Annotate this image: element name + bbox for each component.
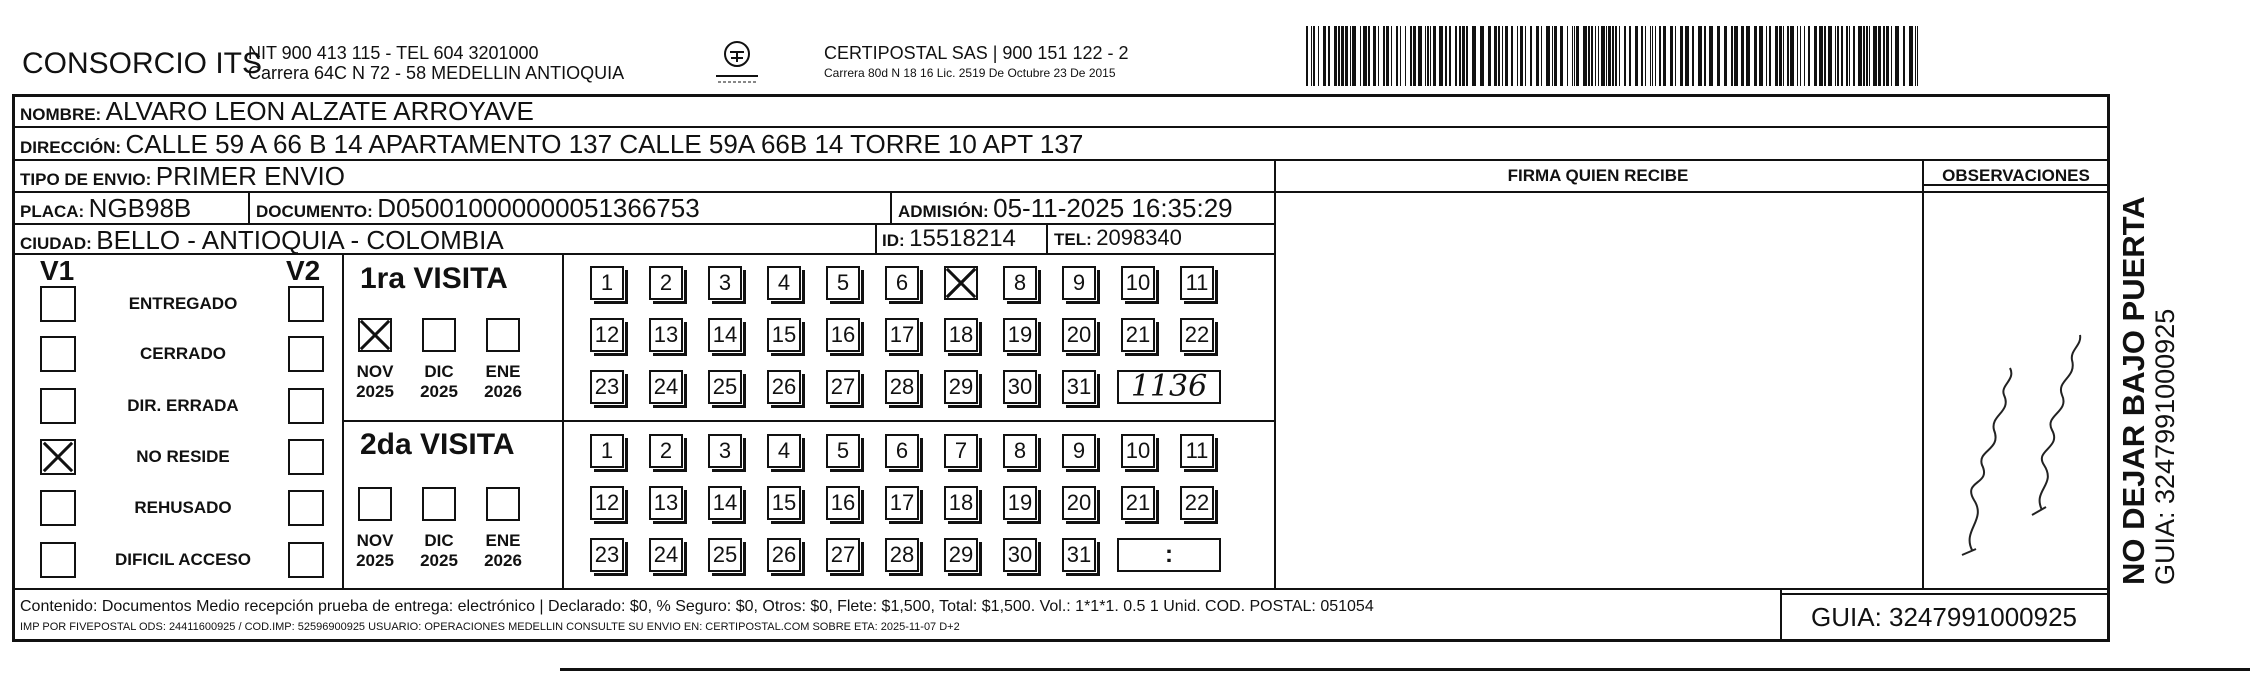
month-name: NOV <box>356 531 394 550</box>
day-checkbox[interactable]: 20 <box>1062 318 1096 352</box>
month-label <box>480 362 526 402</box>
month-name: ENE <box>485 531 521 550</box>
day-checkbox[interactable]: 30 <box>1003 538 1037 572</box>
day-checkbox[interactable]: 16 <box>826 486 860 520</box>
month-year: 2025 <box>356 551 394 570</box>
day-checkbox[interactable]: 9 <box>1062 434 1096 468</box>
footer-contenido: Contenido: Documentos Medio recepción prueba de entrega: electrónico | Declarado: $0, % Seguro: $0, Otros: $0, Flete: $1,500, Total: $1,500. Vol.: 1*1*1. 0.5 1 Unid. COD. POSTAL: 051054 <box>20 598 1374 615</box>
placa-label: PLACA: <box>20 202 85 221</box>
day-checkbox[interactable]: 19 <box>1003 486 1037 520</box>
month-label <box>416 362 462 402</box>
day-checkbox[interactable]: 20 <box>1062 486 1096 520</box>
month-checkbox[interactable] <box>422 318 456 352</box>
day-checkbox[interactable]: 17 <box>885 486 919 520</box>
time-field[interactable]: : <box>1117 538 1221 572</box>
v1-checkbox[interactable] <box>40 542 76 578</box>
day-checkbox[interactable]: 3 <box>708 434 742 468</box>
documento-label: DOCUMENTO: <box>256 202 373 221</box>
tipo-value: PRIMER ENVIO <box>155 161 345 191</box>
day-checkbox[interactable]: 28 <box>885 370 919 404</box>
month-name: ENE <box>485 362 521 381</box>
id-value: 15518214 <box>909 225 1016 252</box>
documento-row <box>256 193 700 224</box>
admision-label: ADMISIÓN: <box>898 202 989 221</box>
first-visit-title: 1ra VISITA <box>360 262 508 295</box>
ciudad-value: BELLO - ANTIOQUIA - COLOMBIA <box>96 225 504 255</box>
v1-checkbox[interactable] <box>40 286 76 322</box>
side-no-dejar: NO DEJAR BAJO PUERTA <box>2116 196 2151 585</box>
day-checkbox[interactable]: 14 <box>708 318 742 352</box>
day-checkbox[interactable]: 31 <box>1062 538 1096 572</box>
day-checkbox[interactable]: 1 <box>590 434 624 468</box>
month-year: 2026 <box>484 551 522 570</box>
month-name: DIC <box>424 531 454 550</box>
ciudad-row <box>20 225 504 256</box>
side-text <box>2118 196 2180 585</box>
documento-value: D050010000000051366753 <box>377 193 700 223</box>
day-checkbox[interactable]: 29 <box>944 538 978 572</box>
tear-line <box>560 668 2250 671</box>
v2-checkbox[interactable] <box>288 439 324 475</box>
admision-value: 05-11-2025 16:35:29 <box>993 193 1233 223</box>
v2-checkbox[interactable] <box>288 490 324 526</box>
month-year: 2025 <box>420 551 458 570</box>
day-checkbox[interactable]: 3 <box>708 266 742 300</box>
placa-row <box>20 193 191 224</box>
day-checkbox[interactable]: 2 <box>649 266 683 300</box>
status-label: NO RESIDE <box>136 447 230 466</box>
status-label: CERRADO <box>140 344 226 363</box>
day-checkbox[interactable]: 25 <box>708 370 742 404</box>
direccion-label: DIRECCIÓN: <box>20 138 122 157</box>
nombre-row <box>20 96 534 127</box>
day-checkbox[interactable]: 24 <box>649 538 683 572</box>
day-checkbox[interactable]: 8 <box>1003 434 1037 468</box>
day-checkbox[interactable]: 8 <box>1003 266 1037 300</box>
day-checkbox[interactable]: 15 <box>767 318 801 352</box>
day-checkbox[interactable]: 12 <box>590 486 624 520</box>
v1-checkbox[interactable] <box>40 336 76 372</box>
day-checkbox[interactable]: 19 <box>1003 318 1037 352</box>
second-visit-title: 2da VISITA <box>360 428 515 461</box>
divider <box>890 191 892 223</box>
month-label <box>352 531 398 571</box>
ciudad-label: CIUDAD: <box>20 234 92 253</box>
company-address: Carrera 64C N 72 - 58 MEDELLIN ANTIOQUIA <box>248 63 625 83</box>
day-checkbox[interactable]: 14 <box>708 486 742 520</box>
day-checkbox[interactable]: 6 <box>885 434 919 468</box>
month-checkbox[interactable] <box>422 487 456 521</box>
day-checkbox[interactable]: 28 <box>885 538 919 572</box>
v1-checkbox[interactable] <box>40 388 76 424</box>
day-checkbox[interactable]: 26 <box>767 370 801 404</box>
status-label: ENTREGADO <box>128 294 238 313</box>
month-checkbox[interactable] <box>358 318 392 352</box>
day-checkbox[interactable]: 26 <box>767 538 801 572</box>
day-checkbox[interactable]: 5 <box>826 434 860 468</box>
day-checkbox[interactable]: 24 <box>649 370 683 404</box>
v2-checkbox[interactable] <box>288 542 324 578</box>
barcode <box>1306 26 1926 86</box>
month-year: 2025 <box>420 382 458 401</box>
tel-row <box>1054 225 1182 251</box>
handwritten-time-field[interactable]: 1136 <box>1117 370 1221 404</box>
day-checkbox[interactable]: 13 <box>649 486 683 520</box>
carrier-name: CERTIPOSTAL SAS | 900 151 122 - 2 <box>824 43 1129 63</box>
divider <box>1780 588 1782 642</box>
day-checkbox[interactable]: 7 <box>944 434 978 468</box>
status-label: DIFICIL ACCESO <box>114 550 251 569</box>
month-name: NOV <box>356 362 394 381</box>
day-checkbox[interactable]: 18 <box>944 486 978 520</box>
day-checkbox[interactable]: 1 <box>590 266 624 300</box>
day-checkbox[interactable]: 4 <box>767 434 801 468</box>
day-checkbox[interactable]: 6 <box>885 266 919 300</box>
month-year: 2025 <box>356 382 394 401</box>
month-checkbox[interactable] <box>358 487 392 521</box>
day-checkbox[interactable]: 2 <box>649 434 683 468</box>
id-row <box>882 225 1016 253</box>
day-checkbox[interactable]: 17 <box>885 318 919 352</box>
divider <box>1780 593 2110 595</box>
day-checkbox[interactable]: 13 <box>649 318 683 352</box>
day-checkbox[interactable]: 23 <box>590 538 624 572</box>
tel-label: TEL: <box>1054 230 1092 249</box>
direccion-value: CALLE 59 A 66 B 14 APARTAMENTO 137 CALLE 59A 66B 14 TORRE 10 APT 137 <box>125 129 1084 159</box>
v2-checkbox[interactable] <box>288 388 324 424</box>
day-checkbox[interactable]: 18 <box>944 318 978 352</box>
day-checkbox[interactable]: 11 <box>1180 266 1214 300</box>
divider <box>1046 223 1048 253</box>
day-checkbox[interactable]: 22 <box>1180 318 1214 352</box>
side-guia: GUIA: 3247991000925 <box>2150 308 2180 585</box>
nombre-value: ALVARO LEON ALZATE ARROYAVE <box>105 96 534 126</box>
divider <box>875 223 877 253</box>
day-checkbox[interactable]: 27 <box>826 538 860 572</box>
divider <box>248 191 250 223</box>
day-checkbox[interactable]: 15 <box>767 486 801 520</box>
divider <box>1922 159 1924 588</box>
day-checkbox[interactable]: 12 <box>590 318 624 352</box>
divider <box>342 420 1274 422</box>
day-checkbox[interactable]: 5 <box>826 266 860 300</box>
day-checkbox[interactable]: 10 <box>1121 434 1155 468</box>
placa-value: NGB98B <box>88 193 192 223</box>
v2-checkbox[interactable] <box>288 286 324 322</box>
day-checkbox[interactable]: 16 <box>826 318 860 352</box>
month-label <box>416 531 462 571</box>
v1-label: V1 <box>40 255 75 286</box>
month-year: 2026 <box>484 382 522 401</box>
day-checkbox[interactable]: 11 <box>1180 434 1214 468</box>
day-checkbox[interactable]: 22 <box>1180 486 1214 520</box>
day-checkbox[interactable]: 4 <box>767 266 801 300</box>
firma-label: FIRMA QUIEN RECIBE <box>1507 166 1689 185</box>
month-label <box>352 362 398 402</box>
day-checkbox[interactable]: 30 <box>1003 370 1037 404</box>
day-checkbox[interactable]: 27 <box>826 370 860 404</box>
day-checkbox[interactable]: 10 <box>1121 266 1155 300</box>
v2-checkbox[interactable] <box>288 336 324 372</box>
company-nit: NIT 900 413 115 - TEL 604 3201000 <box>248 43 539 63</box>
tel-value: 2098340 <box>1096 225 1182 250</box>
status-label: REHUSADO <box>134 498 232 517</box>
company-name: CONSORCIO ITS <box>22 47 263 80</box>
admision-row <box>898 193 1233 224</box>
divider <box>12 588 2110 590</box>
handwritten-signature <box>1932 300 2102 570</box>
nombre-label: NOMBRE: <box>20 105 102 124</box>
id-label: ID: <box>882 231 905 250</box>
divider <box>342 253 344 588</box>
tipo-row <box>20 161 345 192</box>
divider <box>1274 159 1276 588</box>
tipo-label: TIPO DE ENVIO: <box>20 170 152 189</box>
day-checkbox[interactable]: 31 <box>1062 370 1096 404</box>
day-checkbox[interactable] <box>944 266 978 300</box>
carrier-address: Carrera 80d N 18 16 Lic. 2519 De Octubre 23 De 2015 <box>824 66 1116 80</box>
day-checkbox[interactable]: 21 <box>1121 318 1155 352</box>
certipostal-logo-icon <box>712 36 762 86</box>
day-checkbox[interactable]: 23 <box>590 370 624 404</box>
day-checkbox[interactable]: 21 <box>1121 486 1155 520</box>
status-label: DIR. ERRADA <box>127 396 239 415</box>
v1-checkbox[interactable] <box>40 490 76 526</box>
month-label <box>480 531 526 571</box>
month-checkbox[interactable] <box>486 318 520 352</box>
direccion-row <box>20 129 1083 160</box>
footer-guia: GUIA: 3247991000925 <box>1811 602 2077 632</box>
observaciones-label: OBSERVACIONES <box>1942 166 2090 185</box>
v2-label: V2 <box>286 255 321 286</box>
v1-checkbox[interactable] <box>40 439 76 475</box>
day-checkbox[interactable]: 25 <box>708 538 742 572</box>
day-checkbox[interactable]: 29 <box>944 370 978 404</box>
divider <box>562 253 564 588</box>
month-name: DIC <box>424 362 454 381</box>
day-checkbox[interactable]: 9 <box>1062 266 1096 300</box>
footer-imp: IMP POR FIVEPOSTAL ODS: 24411600925 / COD.IMP: 52596900925 USUARIO: OPERACIONES MEDELLIN CONSULTE SU ENVIO EN: CERTIPOSTAL.COM SOBRE ETA: 2025-11-07 D+2 <box>20 621 960 633</box>
month-checkbox[interactable] <box>486 487 520 521</box>
